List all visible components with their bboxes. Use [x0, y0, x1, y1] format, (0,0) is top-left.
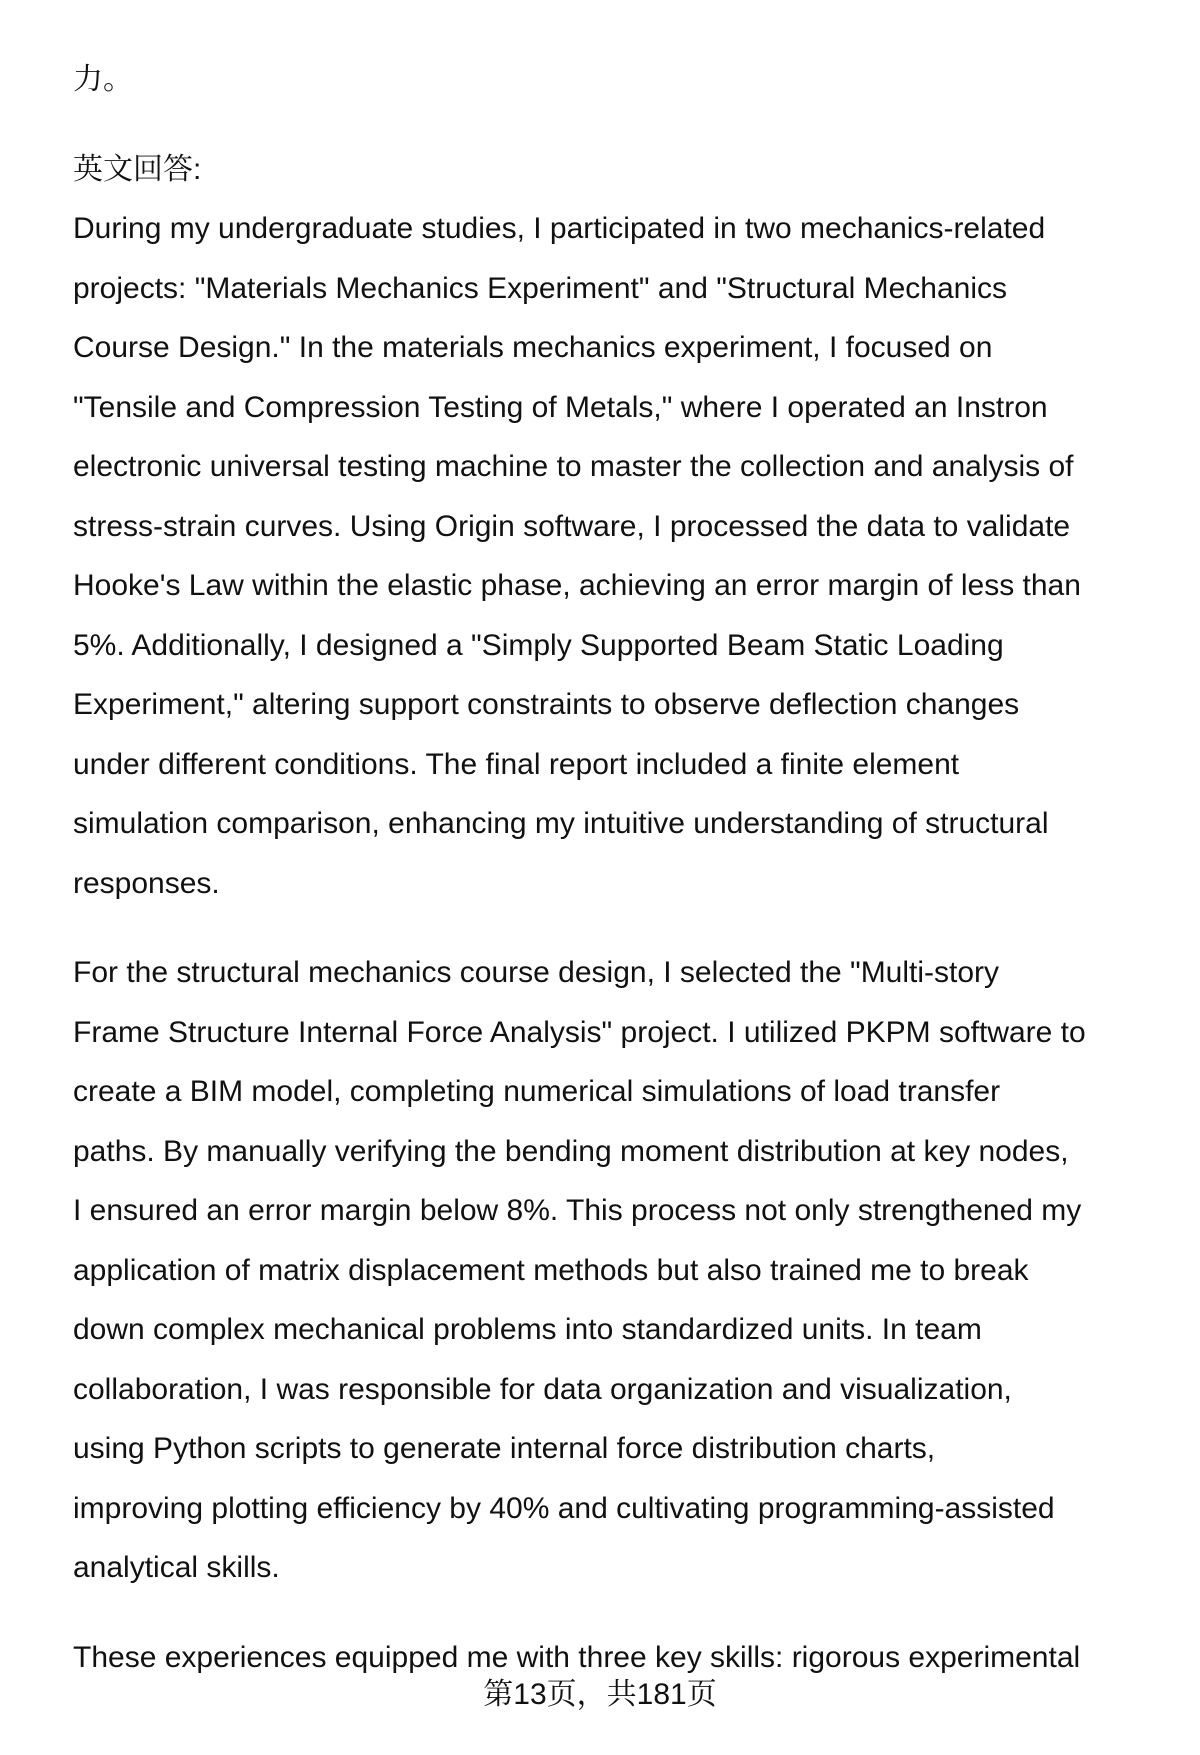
text-line: Course Design." In the materials mechanics experiment, I focused on [73, 331, 993, 364]
text-line: using Python scripts to generate internal force distribution charts, [73, 1432, 936, 1465]
page-indicator: 第13页，共181页 [483, 1678, 717, 1711]
text-line: These experiences equipped me with three key skills: rigorous experimental [73, 1640, 1081, 1674]
text-line: 5%. Additionally, I designed a "Simply Supported Beam Static Loading [73, 628, 1004, 662]
text-line: application of matrix displacement methods but also trained me to break [73, 1253, 1029, 1287]
text-line: electronic universal testing machine to master the collection and analysis of [73, 450, 1074, 483]
intro-tail: 力。 [73, 63, 133, 96]
paragraph [73, 943, 1173, 1598]
text-line: analytical skills. [73, 1551, 280, 1584]
text-line: During my undergraduate studies, I participated in two mechanics-related [73, 212, 1046, 245]
text-line: "Tensile and Compression Testing of Metals," where I operated an Instron [73, 390, 1048, 424]
text-line: create a BIM model, completing numerical simulations of load transfer [73, 1075, 1001, 1108]
text-line: Frame Structure Internal Force Analysis" project. I utilized PKPM software to [73, 1015, 1086, 1049]
text-line: For the structural mechanics course design, I selected the "Multi-story [73, 956, 1000, 989]
text-line: paths. By manually verifying the bending moment distribution at key nodes, [73, 1134, 1069, 1168]
text-line: stress-strain curves. Using Origin software, I processed the data to validate [73, 509, 1071, 543]
text-line: responses. [73, 866, 220, 900]
text-line: simulation comparison, enhancing my intuitive understanding of structural [73, 807, 1049, 840]
paragraph [73, 199, 1173, 913]
text-line: Experiment," altering support constraints to observe deflection changes [73, 688, 1020, 721]
text-line: I ensured an error margin below 8%. This process not only strengthened my [73, 1194, 1082, 1227]
text-line: collaboration, I was responsible for data organization and visualization, [73, 1372, 1012, 1406]
answer-heading: 英文回答: [73, 152, 202, 186]
text-line: under different conditions. The final report included a finite element [73, 747, 960, 781]
text-line: projects: "Materials Mechanics Experiment" and "Structural Mechanics [73, 271, 1007, 305]
document-body [73, 50, 1173, 1717]
text-line: improving plotting efficiency by 40% and cultivating programming-assisted [73, 1491, 1055, 1525]
text-line: down complex mechanical problems into standardized units. In team [73, 1313, 982, 1346]
text-line: Hooke's Law within the elastic phase, achieving an error margin of less than [73, 569, 1081, 602]
